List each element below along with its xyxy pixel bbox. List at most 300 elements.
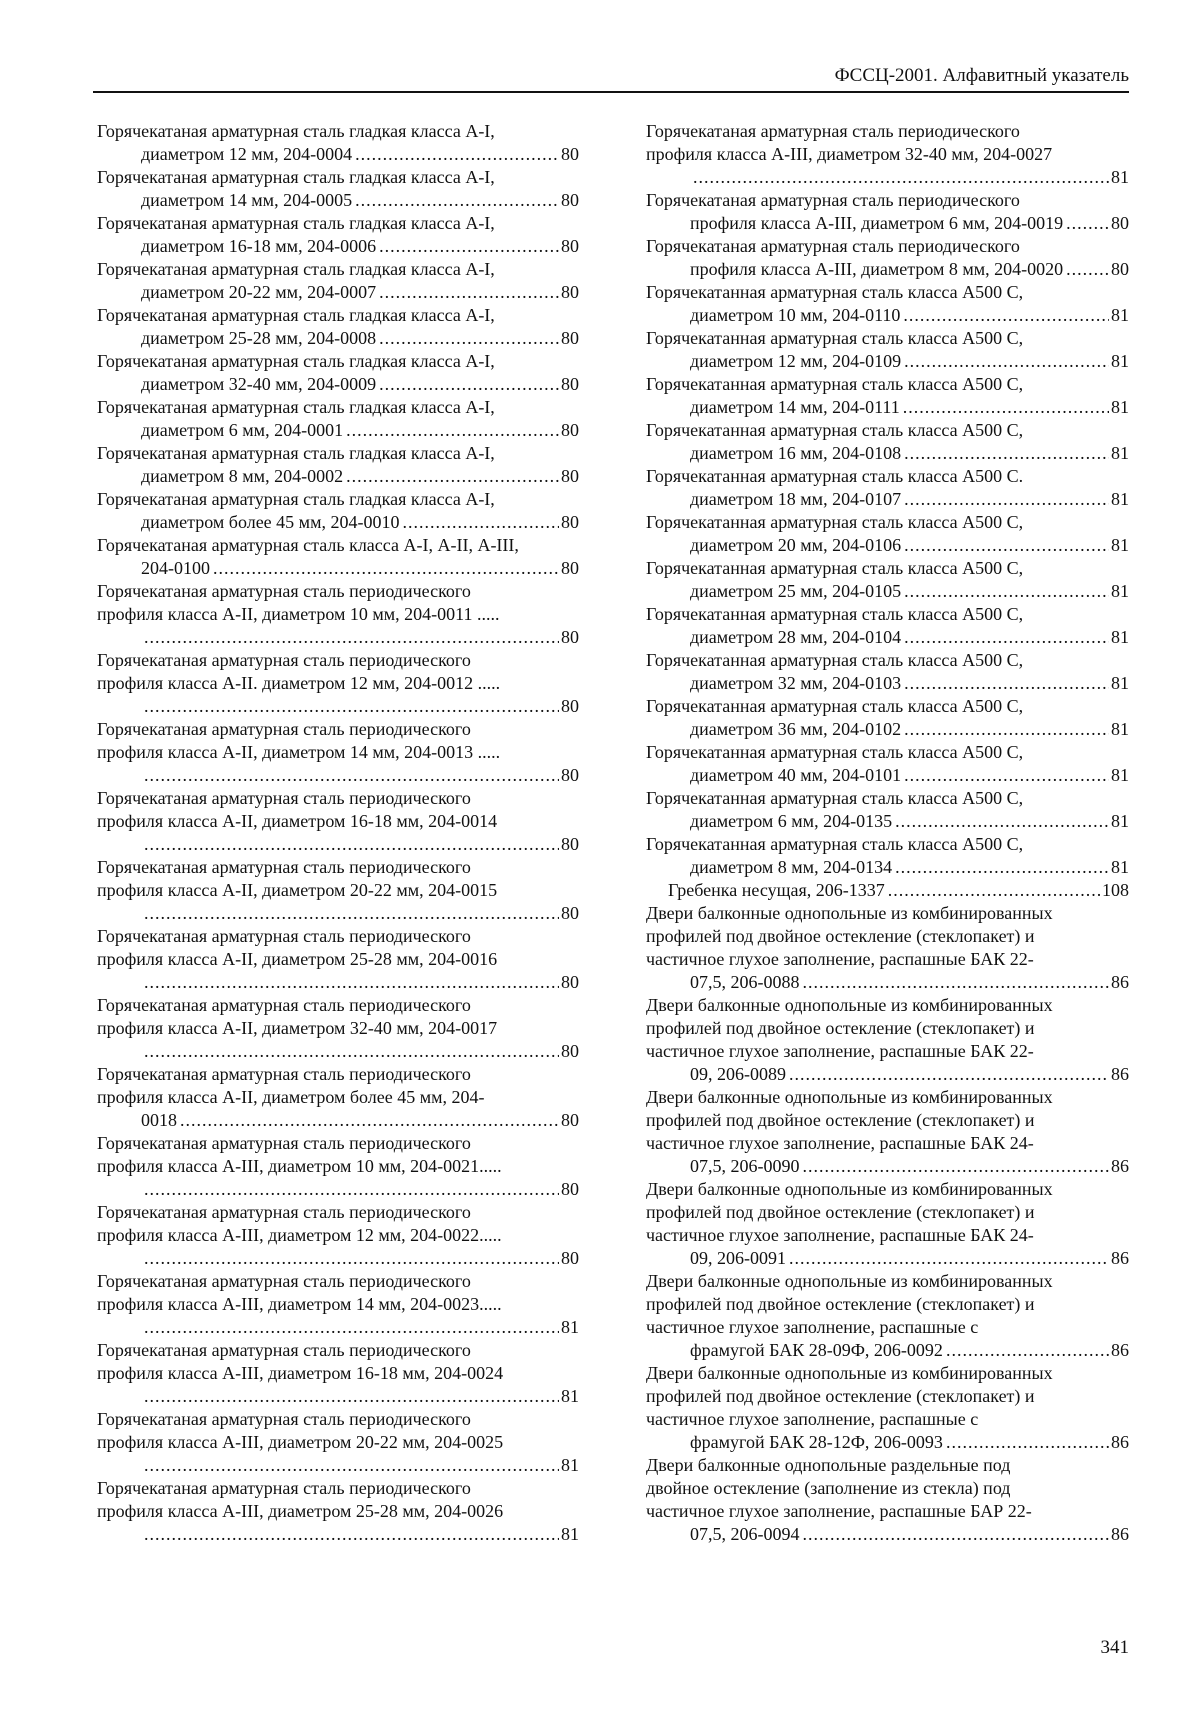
dot-leader (904, 534, 1109, 557)
entry-page-ref: 80 (561, 1110, 579, 1130)
index-entry (97, 787, 579, 856)
index-entry (97, 718, 579, 787)
entry-leader-line (668, 971, 1129, 994)
entry-title: Горячекатаная арматурная сталь гладкая класса А-I, (97, 167, 495, 187)
entry-page-ref: 80 (561, 1179, 579, 1199)
entry-title: Горячекатанная арматурная сталь класса А500 С, (646, 420, 1024, 440)
entry-title: Двери балконные однопольные из комбинированных (646, 1271, 1053, 1291)
dot-leader (1066, 212, 1109, 235)
entry-page-ref: 80 (561, 374, 579, 394)
entry-title: Горячекатанная арматурная сталь класса А500 С, (646, 788, 1024, 808)
dot-leader (895, 856, 1109, 879)
entry-leader-line (668, 350, 1129, 373)
entry-title: Горячекатаная арматурная сталь периодического (646, 236, 1020, 256)
entry-continuation: профиля класса А-II, диаметром 16-18 мм, 204-0014 (97, 811, 498, 831)
entry-code: 0018 (141, 1110, 177, 1130)
entry-continuation: профилей под двойное остекление (стеклопакет) и (646, 926, 1035, 946)
entry-leader-line (668, 764, 1129, 787)
entry-code: диаметром 16-18 мм, 204-0006 (141, 236, 377, 256)
entry-page-ref: 86 (1111, 972, 1129, 992)
entry-leader-line (668, 1155, 1129, 1178)
dot-leader (904, 764, 1109, 787)
entry-code: диаметром 8 мм, 204-0134 (690, 857, 893, 877)
entry-page-ref: 81 (561, 1524, 579, 1544)
entry-title: Горячекатаная арматурная сталь гладкая класса А-I, (97, 351, 495, 371)
entry-page-ref: 81 (1111, 627, 1129, 647)
entry-page-ref: 81 (1111, 719, 1129, 739)
dot-leader (888, 879, 1100, 902)
entry-continuation: частичное глухое заполнение, распашные с (646, 1409, 979, 1429)
dot-leader (904, 488, 1109, 511)
entry-code: диаметром 6 мм, 204-0135 (690, 811, 893, 831)
entry-page-ref: 80 (561, 282, 579, 302)
header-title: ФССЦ-2001. Алфавитный указатель (834, 65, 1129, 86)
entry-title: Двери балконные однопольные из комбинированных (646, 995, 1053, 1015)
dot-leader (904, 580, 1109, 603)
entry-page-ref: 81 (1111, 673, 1129, 693)
dot-leader (904, 672, 1109, 695)
index-entry (97, 304, 579, 350)
dot-leader (402, 511, 559, 534)
running-header (93, 64, 1129, 93)
entry-code: диаметром 20 мм, 204-0106 (690, 535, 902, 555)
entry-page-ref: 86 (1111, 1432, 1129, 1452)
entry-code: диаметром 10 мм, 204-0110 (690, 305, 901, 325)
dot-leader (379, 327, 559, 350)
index-entry (97, 350, 579, 396)
page-number: 341 (1100, 1637, 1129, 1658)
entry-continuation: профиля класса А-III, диаметром 25-28 мм, 204-0026 (97, 1501, 504, 1521)
index-entry (646, 649, 1129, 695)
entry-page-ref: 80 (561, 696, 579, 716)
entry-code: 204-0100 (141, 558, 210, 578)
entry-page-ref: 81 (1111, 167, 1129, 187)
entry-leader-line (119, 143, 579, 166)
entry-code: Гребенка несущая, 206-1337 (668, 880, 885, 900)
dot-leader (803, 971, 1110, 994)
entry-code: диаметром 36 мм, 204-0102 (690, 719, 902, 739)
entry-leader-line (119, 764, 579, 787)
entry-leader-line (119, 1178, 579, 1201)
index-entry (97, 1063, 579, 1132)
dot-leader (904, 350, 1109, 373)
entry-code: 07,5, 206-0090 (690, 1156, 800, 1176)
entry-leader-line (668, 258, 1129, 281)
entry-title: Горячекатаная арматурная сталь периодического (97, 719, 471, 739)
entry-continuation: профиля класса А-III, диаметром 16-18 мм, 204-0024 (97, 1363, 504, 1383)
index-entry (646, 1178, 1129, 1270)
entry-leader-line (119, 1523, 579, 1546)
dot-leader (803, 1155, 1110, 1178)
entry-page-ref: 80 (1111, 213, 1129, 233)
entry-page-ref: 81 (1111, 811, 1129, 831)
index-entry (646, 189, 1129, 235)
entry-title: Горячекатанная арматурная сталь класса А500 С, (646, 742, 1024, 762)
entry-leader-line (119, 419, 579, 442)
index-entry (97, 1201, 579, 1270)
index-entry (97, 120, 579, 166)
index-entry (97, 1408, 579, 1477)
entry-code: диаметром 28 мм, 204-0104 (690, 627, 902, 647)
dot-leader (903, 396, 1109, 419)
index-entry (646, 1362, 1129, 1454)
entry-title: Горячекатаная арматурная сталь периодического (646, 190, 1020, 210)
entry-leader-line (119, 465, 579, 488)
entry-continuation: профиля класса А-III, диаметром 10 мм, 204-0021..... (97, 1156, 502, 1176)
entry-continuation: частичное глухое заполнение, распашные БАР 22- (646, 1501, 1032, 1521)
entry-page-ref: 81 (561, 1386, 579, 1406)
entry-title: Горячекатаная арматурная сталь гладкая класса А-I, (97, 489, 495, 509)
entry-title: Горячекатаная арматурная сталь гладкая класса А-I, (97, 443, 495, 463)
index-entry (646, 603, 1129, 649)
entry-title: Горячекатаная арматурная сталь класса А-I, А-II, А-III, (97, 535, 519, 555)
dot-leader (144, 902, 559, 925)
index-entry (97, 534, 579, 580)
entry-page-ref: 81 (1111, 351, 1129, 371)
entry-continuation: профиля класса А-II, диаметром более 45 мм, 204- (97, 1087, 485, 1107)
entry-leader-line (668, 166, 1129, 189)
index-entry (646, 1454, 1129, 1546)
index-entry (97, 994, 579, 1063)
entry-code: диаметром более 45 мм, 204-0010 (141, 512, 400, 532)
entry-leader-line (119, 902, 579, 925)
dot-leader (144, 764, 559, 787)
dot-leader (355, 189, 559, 212)
entry-leader-line (119, 1109, 579, 1132)
entry-code: диаметром 25 мм, 204-0105 (690, 581, 902, 601)
entry-title: Горячекатаная арматурная сталь периодического (97, 1133, 471, 1153)
entry-page-ref: 80 (561, 903, 579, 923)
dot-leader (895, 810, 1109, 833)
dot-leader (144, 1454, 559, 1477)
entry-title: Горячекатанная арматурная сталь класса А500 С, (646, 696, 1024, 716)
entry-title: Горячекатаная арматурная сталь периодического (97, 1409, 471, 1429)
entry-title: Горячекатаная арматурная сталь гладкая класса А-I, (97, 397, 495, 417)
entry-leader-line (119, 189, 579, 212)
entry-leader-line (119, 695, 579, 718)
entry-leader-line (668, 718, 1129, 741)
index-entry (646, 327, 1129, 373)
entry-leader-line (119, 1247, 579, 1270)
entry-title: Горячекатаная арматурная сталь периодического (97, 1202, 471, 1222)
index-entry (97, 166, 579, 212)
entry-title: Горячекатанная арматурная сталь класса А500 С, (646, 282, 1024, 302)
entry-leader-line (119, 1385, 579, 1408)
dot-leader (904, 626, 1109, 649)
entry-page-ref: 86 (1111, 1248, 1129, 1268)
entry-page-ref: 86 (1111, 1156, 1129, 1176)
entry-page-ref: 81 (1111, 443, 1129, 463)
index-entry (646, 879, 1129, 902)
entry-leader-line (119, 281, 579, 304)
entry-leader-line (668, 580, 1129, 603)
entry-page-ref: 80 (561, 765, 579, 785)
dot-leader (213, 557, 559, 580)
dot-leader (144, 1040, 559, 1063)
index-entry (646, 120, 1129, 189)
entry-code: профиля класса А-III, диаметром 8 мм, 204-0020 (690, 259, 1064, 279)
entry-page-ref: 80 (561, 627, 579, 647)
index-entry (646, 902, 1129, 994)
dot-leader (1066, 258, 1109, 281)
index-entry (97, 1270, 579, 1339)
dot-leader (789, 1063, 1109, 1086)
entry-page-ref: 80 (561, 190, 579, 210)
entry-title: Горячекатаная арматурная сталь гладкая класса А-I, (97, 259, 495, 279)
entry-continuation: частичное глухое заполнение, распашные БАК 22- (646, 949, 1034, 969)
entry-leader-line (119, 327, 579, 350)
index-entry (97, 258, 579, 304)
entry-page-ref: 81 (1111, 581, 1129, 601)
entry-continuation: профиля класса А-II, диаметром 20-22 мм, 204-0015 (97, 880, 498, 900)
entry-title: Горячекатанная арматурная сталь класса А500 С, (646, 604, 1024, 624)
dot-leader (379, 373, 559, 396)
index-entry (646, 419, 1129, 465)
dot-leader (346, 419, 559, 442)
dot-leader (144, 833, 559, 856)
entry-leader-line (119, 1040, 579, 1063)
dot-leader (144, 626, 559, 649)
entry-continuation: профиля класса А-II, диаметром 32-40 мм, 204-0017 (97, 1018, 498, 1038)
entry-continuation: частичное глухое заполнение, распашные БАК 24- (646, 1225, 1034, 1245)
entry-continuation: профиля класса А-III, диаметром 14 мм, 204-0023..... (97, 1294, 502, 1314)
entry-title: Горячекатаная арматурная сталь периодического (97, 926, 471, 946)
entry-continuation: частичное глухое заполнение, распашные с (646, 1317, 979, 1337)
entry-code: 09, 206-0089 (690, 1064, 786, 1084)
entry-title: Двери балконные однопольные из комбинированных (646, 1179, 1053, 1199)
entry-title: Горячекатаная арматурная сталь периодического (97, 1064, 471, 1084)
entry-code: фрамугой БАК 28-09Ф, 206-0092 (690, 1340, 943, 1360)
entry-title: Горячекатанная арматурная сталь класса А500 С. (646, 466, 1024, 486)
index-entry (646, 1086, 1129, 1178)
entry-title: Горячекатаная арматурная сталь гладкая класса А-I, (97, 121, 495, 141)
dot-leader (346, 465, 559, 488)
index-entry (646, 833, 1129, 879)
dot-leader (144, 1178, 559, 1201)
index-entry (646, 373, 1129, 419)
dot-leader (946, 1339, 1109, 1362)
dot-leader (903, 304, 1109, 327)
entry-code: диаметром 6 мм, 204-0001 (141, 420, 344, 440)
entry-leader-line (668, 1523, 1129, 1546)
index-entry (646, 281, 1129, 327)
entry-title: Горячекатанная арматурная сталь класса А500 С, (646, 512, 1024, 532)
entry-continuation: профиля класса А-II, диаметром 14 мм, 204-0013 ..... (97, 742, 501, 762)
entry-code: диаметром 14 мм, 204-0005 (141, 190, 353, 210)
entry-page-ref: 80 (561, 236, 579, 256)
entry-continuation: профиля класса А-III, диаметром 32-40 мм, 204-0027 (646, 144, 1053, 164)
entry-leader-line (668, 488, 1129, 511)
entry-title: Двери балконные однопольные из комбинированных (646, 903, 1053, 923)
entry-code: диаметром 16 мм, 204-0108 (690, 443, 902, 463)
entry-page-ref: 86 (1111, 1524, 1129, 1544)
entry-leader-line (119, 557, 579, 580)
entry-page-ref: 81 (1111, 857, 1129, 877)
dot-leader (144, 971, 559, 994)
entry-title: Горячекатанная арматурная сталь класса А500 С, (646, 650, 1024, 670)
entry-page-ref: 80 (1111, 259, 1129, 279)
entry-page-ref: 80 (561, 558, 579, 578)
dot-leader (144, 1247, 559, 1270)
entry-leader-line (668, 442, 1129, 465)
dot-leader (789, 1247, 1109, 1270)
entry-page-ref: 81 (561, 1317, 579, 1337)
entry-leader-line (668, 1247, 1129, 1270)
index-column-left (97, 120, 579, 1546)
entry-code: диаметром 12 мм, 204-0004 (141, 144, 353, 164)
entry-leader-line (668, 856, 1129, 879)
index-entry (646, 994, 1129, 1086)
index-entry (646, 695, 1129, 741)
entry-page-ref: 86 (1111, 1064, 1129, 1084)
entry-title: Горячекатаная арматурная сталь периодического (646, 121, 1020, 141)
entry-leader-line (668, 212, 1129, 235)
entry-page-ref: 81 (561, 1455, 579, 1475)
entry-leader-line (119, 373, 579, 396)
entry-leader-line (119, 971, 579, 994)
entry-title: Горячекатаная арматурная сталь периодического (97, 1271, 471, 1291)
entry-code: диаметром 14 мм, 204-0111 (690, 397, 900, 417)
entry-page-ref: 81 (1111, 765, 1129, 785)
entry-page-ref: 86 (1111, 1340, 1129, 1360)
entry-code: 07,5, 206-0088 (690, 972, 800, 992)
entry-title: Горячекатаная арматурная сталь периодического (97, 1478, 471, 1498)
dot-leader (379, 235, 559, 258)
entry-page-ref: 80 (561, 1248, 579, 1268)
index-entry (646, 557, 1129, 603)
entry-leader-line (668, 534, 1129, 557)
index-entry (97, 649, 579, 718)
entry-continuation: профиля класса А-II, диаметром 25-28 мм, 204-0016 (97, 949, 498, 969)
entry-code: диаметром 12 мм, 204-0109 (690, 351, 902, 371)
dot-leader (904, 718, 1109, 741)
entry-continuation: двойное остекление (заполнение из стекла) под (646, 1478, 1011, 1498)
entry-title: Горячекатаная арматурная сталь периодического (97, 995, 471, 1015)
entry-leader-line (668, 1339, 1129, 1362)
dot-leader (144, 695, 559, 718)
index-entry (646, 511, 1129, 557)
entry-title: Горячекатанная арматурная сталь класса А500 С, (646, 834, 1024, 854)
entry-title: Горячекатанная арматурная сталь класса А500 С, (646, 374, 1024, 394)
index-entry (97, 1339, 579, 1408)
index-entry (97, 488, 579, 534)
index-entry (97, 1132, 579, 1201)
entry-page-ref: 80 (561, 972, 579, 992)
index-entry (97, 442, 579, 488)
entry-title: Горячекатаная арматурная сталь периодического (97, 1340, 471, 1360)
entry-continuation: частичное глухое заполнение, распашные БАК 22- (646, 1041, 1034, 1061)
entry-title: Горячекатаная арматурная сталь периодического (97, 650, 471, 670)
entry-code: диаметром 8 мм, 204-0002 (141, 466, 344, 486)
entry-code: 09, 206-0091 (690, 1248, 786, 1268)
entry-code: фрамугой БАК 28-12Ф, 206-0093 (690, 1432, 943, 1452)
dot-leader (144, 1523, 559, 1546)
index-entry (646, 1270, 1129, 1362)
index-entry (646, 465, 1129, 511)
entry-page-ref: 80 (561, 512, 579, 532)
entry-title: Горячекатанная арматурная сталь класса А500 С, (646, 558, 1024, 578)
entry-continuation: профиля класса А-II. диаметром 12 мм, 204-0012 ..... (97, 673, 501, 693)
index-entry (97, 396, 579, 442)
entry-leader-line (668, 1063, 1129, 1086)
entry-continuation: профиля класса А-III, диаметром 20-22 мм, 204-0025 (97, 1432, 504, 1452)
dot-leader (379, 281, 559, 304)
entry-leader-line (668, 396, 1129, 419)
index-entry (646, 787, 1129, 833)
entry-leader-line (668, 1431, 1129, 1454)
index-entry (97, 856, 579, 925)
entry-title: Двери балконные однопольные из комбинированных (646, 1363, 1053, 1383)
entry-title: Двери балконные однопольные из комбинированных (646, 1087, 1053, 1107)
entry-code: профиля класса А-III, диаметром 6 мм, 204-0019 (690, 213, 1064, 233)
dot-leader (904, 442, 1109, 465)
entry-leader-line (668, 810, 1129, 833)
entry-leader-line (668, 304, 1129, 327)
entry-leader-line (668, 672, 1129, 695)
entry-code: диаметром 20-22 мм, 204-0007 (141, 282, 377, 302)
entry-title: Горячекатаная арматурная сталь периодического (97, 857, 471, 877)
index-entry (97, 1477, 579, 1546)
entry-code: диаметром 18 мм, 204-0107 (690, 489, 902, 509)
entry-page-ref: 81 (1111, 397, 1129, 417)
entry-title: Горячекатанная арматурная сталь класса А500 С, (646, 328, 1024, 348)
entry-page-ref: 80 (561, 144, 579, 164)
entry-continuation: частичное глухое заполнение, распашные БАК 24- (646, 1133, 1034, 1153)
entry-leader-line (119, 1316, 579, 1339)
index-entry (646, 741, 1129, 787)
entry-title: Двери балконные однопольные раздельные под (646, 1455, 1011, 1475)
entry-page-ref: 80 (561, 1041, 579, 1061)
entry-leader-line (668, 879, 1129, 902)
entry-code: 07,5, 206-0094 (690, 1524, 800, 1544)
index-entry (97, 925, 579, 994)
dot-leader (355, 143, 559, 166)
entry-title: Горячекатаная арматурная сталь периодического (97, 788, 471, 808)
dot-leader (144, 1385, 559, 1408)
entry-code: диаметром 40 мм, 204-0101 (690, 765, 902, 785)
dot-leader (144, 1316, 559, 1339)
entry-code: диаметром 25-28 мм, 204-0008 (141, 328, 377, 348)
entry-continuation: профилей под двойное остекление (стеклопакет) и (646, 1202, 1035, 1222)
entry-page-ref: 81 (1111, 535, 1129, 555)
entry-page-ref: 81 (1111, 305, 1129, 325)
entry-continuation: профилей под двойное остекление (стеклопакет) и (646, 1110, 1035, 1130)
entry-page-ref: 80 (561, 834, 579, 854)
entry-page-ref: 80 (561, 328, 579, 348)
entry-leader-line (119, 235, 579, 258)
entry-title: Горячекатаная арматурная сталь периодического (97, 581, 471, 601)
entry-continuation: профилей под двойное остекление (стеклопакет) и (646, 1294, 1035, 1314)
index-entry (97, 212, 579, 258)
index-column-right (646, 120, 1129, 1546)
entry-page-ref: 108 (1102, 880, 1129, 900)
entry-leader-line (119, 833, 579, 856)
entry-continuation: профилей под двойное остекление (стеклопакет) и (646, 1386, 1035, 1406)
entry-title: Горячекатаная арматурная сталь гладкая класса А-I, (97, 305, 495, 325)
entry-page-ref: 81 (1111, 489, 1129, 509)
dot-leader (946, 1431, 1109, 1454)
entry-continuation: профиля класса А-II, диаметром 10 мм, 204-0011 ..... (97, 604, 500, 624)
entry-leader-line (119, 1454, 579, 1477)
entry-page-ref: 80 (561, 420, 579, 440)
entry-leader-line (668, 626, 1129, 649)
entry-leader-line (119, 511, 579, 534)
entry-continuation: профиля класса А-III, диаметром 12 мм, 204-0022..... (97, 1225, 502, 1245)
entry-code: диаметром 32-40 мм, 204-0009 (141, 374, 377, 394)
entry-leader-line (119, 626, 579, 649)
dot-leader (803, 1523, 1110, 1546)
index-entry (97, 580, 579, 649)
